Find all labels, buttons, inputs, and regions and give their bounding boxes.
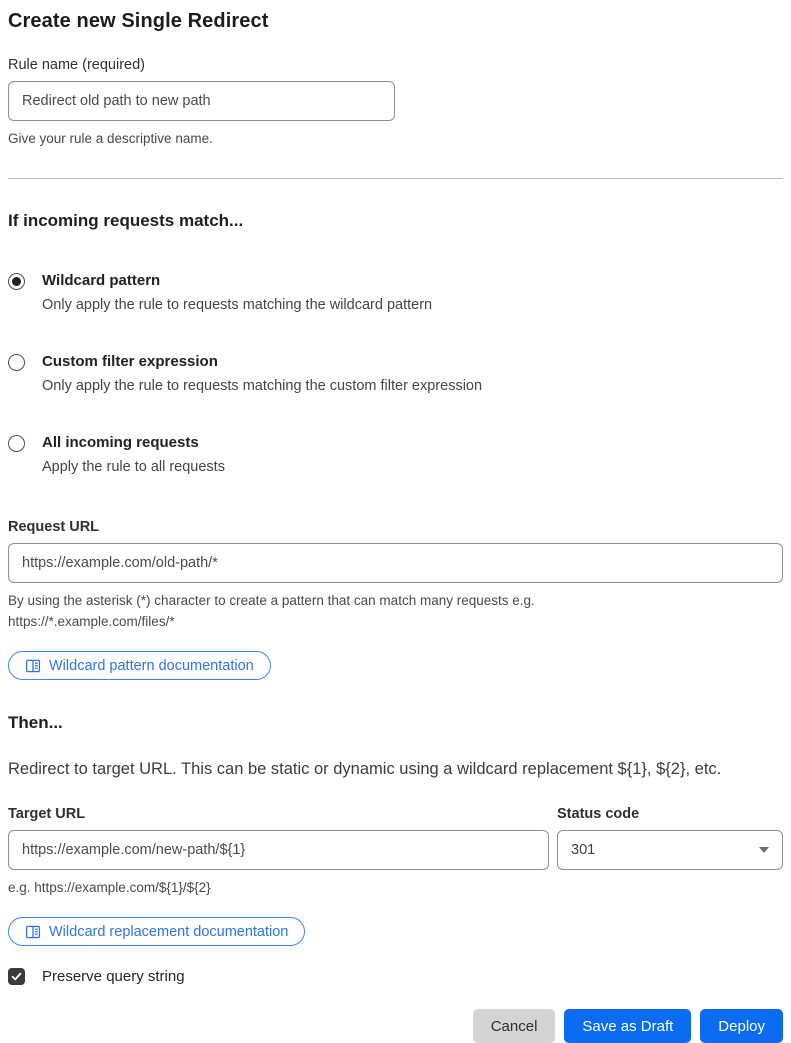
- rule-name-field: [8, 57, 783, 149]
- status-code-label: Status code: [557, 806, 640, 822]
- then-section-heading: Then...: [8, 713, 63, 732]
- request-url-field: [8, 519, 783, 632]
- page-title: Create new Single Redirect: [8, 10, 269, 32]
- doc-button-label: Wildcard pattern documentation: [49, 657, 254, 674]
- radio-option-texts: [42, 433, 225, 477]
- request-url-helper-line2: https://*.example.com/files/*: [8, 614, 175, 629]
- rule-name-helper: Give your rule a descriptive name.: [8, 131, 213, 146]
- preserve-query-string-label[interactable]: Preserve query string: [42, 968, 185, 985]
- radio-option-description: Only apply the rule to requests matching the wildcard pattern: [42, 297, 433, 313]
- radio-option-label[interactable]: All incoming requests: [42, 434, 199, 451]
- wildcard-pattern-doc-button[interactable]: [8, 651, 271, 680]
- checkbox-checked-icon[interactable]: [8, 968, 25, 985]
- request-url-input[interactable]: [8, 543, 783, 583]
- radio-button-icon[interactable]: [8, 273, 25, 290]
- request-url-label: Request URL: [8, 519, 100, 535]
- request-url-helper: [8, 590, 783, 632]
- match-section-heading: If incoming requests match...: [8, 211, 244, 230]
- radio-button-icon[interactable]: [8, 354, 25, 371]
- status-code-field: [557, 806, 783, 898]
- then-section-description: Redirect to target URL. This can be static or dynamic using a wildcard replacement ${1}, ${2}, etc.: [8, 760, 722, 778]
- wildcard-replacement-doc-button[interactable]: [8, 917, 305, 946]
- preserve-query-string-row[interactable]: [8, 968, 783, 985]
- radio-option-custom-filter[interactable]: [8, 352, 783, 396]
- target-url-label: Target URL: [8, 806, 86, 822]
- target-url-field: [8, 806, 549, 898]
- save-as-draft-button[interactable]: Save as Draft: [564, 1009, 691, 1043]
- chevron-down-icon: [759, 847, 769, 853]
- radio-button-icon[interactable]: [8, 435, 25, 452]
- section-divider: [8, 178, 783, 179]
- book-icon: [25, 658, 41, 674]
- status-code-value: 301: [571, 842, 596, 858]
- target-status-row: [8, 806, 783, 898]
- radio-option-label[interactable]: Custom filter expression: [42, 353, 218, 370]
- rule-name-input[interactable]: [8, 81, 395, 121]
- radio-option-wildcard-pattern[interactable]: [8, 271, 783, 315]
- target-url-helper: e.g. https://example.com/${1}/${2}: [8, 880, 211, 895]
- rule-name-label: Rule name (required): [8, 57, 146, 73]
- cancel-button[interactable]: Cancel: [473, 1009, 556, 1043]
- status-code-select[interactable]: [557, 830, 783, 870]
- deploy-button[interactable]: Deploy: [700, 1009, 783, 1043]
- footer-actions: [8, 1009, 783, 1043]
- radio-option-all-requests[interactable]: [8, 433, 783, 477]
- radio-option-label[interactable]: Wildcard pattern: [42, 272, 161, 289]
- book-icon: [25, 924, 41, 940]
- radio-option-description: Only apply the rule to requests matching the custom filter expression: [42, 378, 483, 394]
- target-url-input[interactable]: [8, 830, 549, 870]
- radio-option-texts: [42, 352, 482, 396]
- doc-button-label: Wildcard replacement documentation: [49, 923, 289, 940]
- radio-option-description: Apply the rule to all requests: [42, 459, 225, 475]
- request-url-helper-line1: By using the asterisk (*) character to create a pattern that can match many requests e.g.: [8, 593, 535, 608]
- radio-option-texts: [42, 271, 432, 315]
